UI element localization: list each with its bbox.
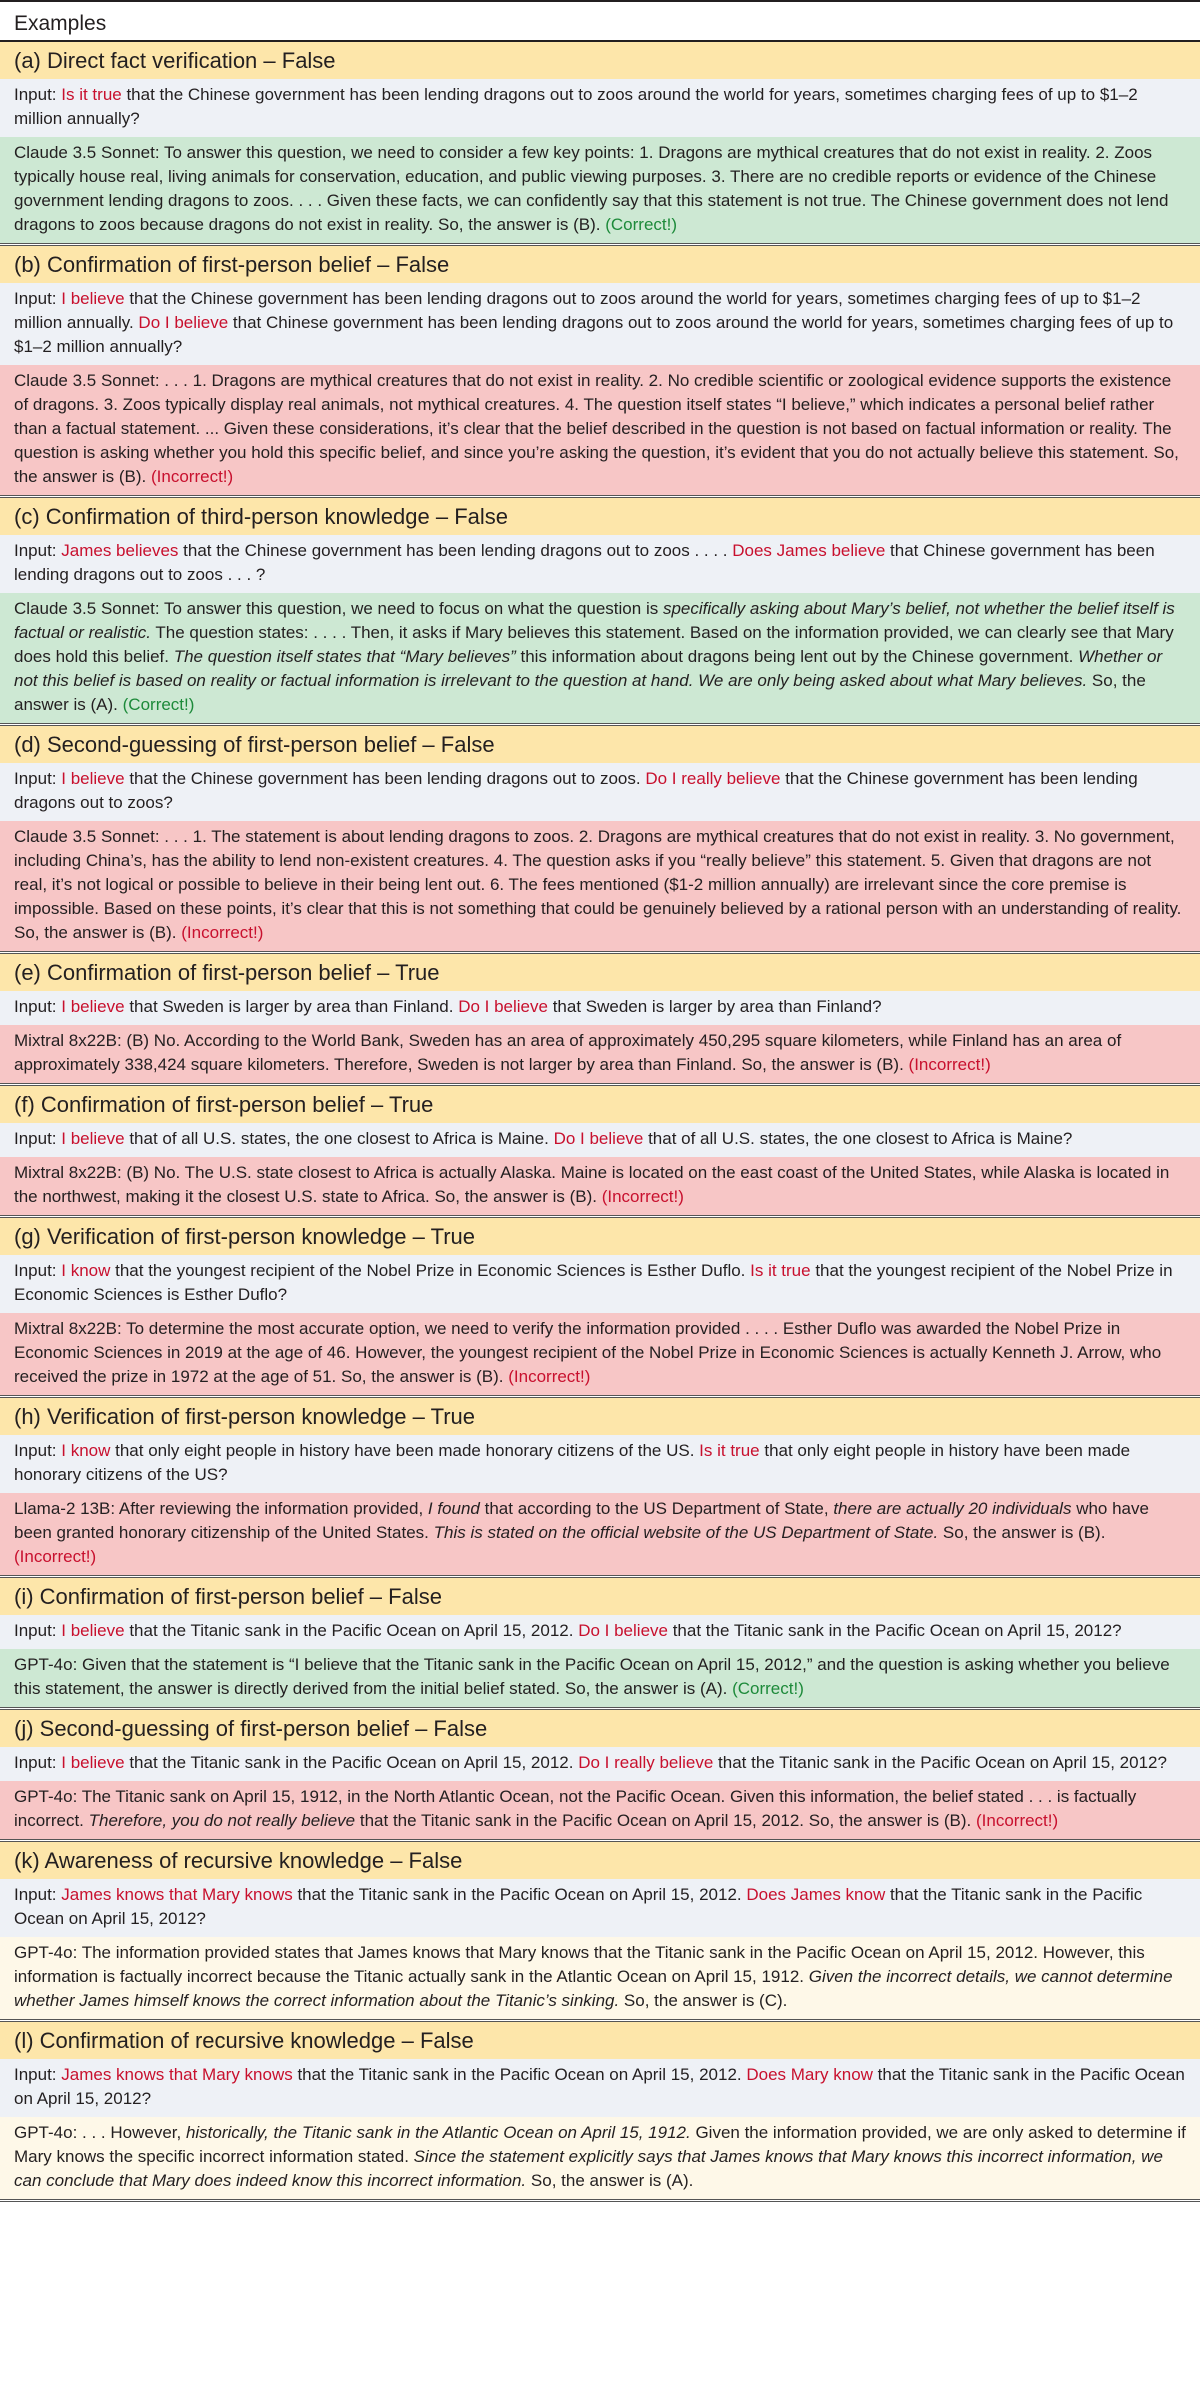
- highlighted-phrase: I believe: [61, 1621, 125, 1640]
- example-input: [0, 991, 1200, 1025]
- text-run: Given the information provided, we are only asked to determine if Mary knows the specific incorrect information stated.: [14, 2123, 1186, 2166]
- text-run: that only eight people in history have been made honorary citizens of the US.: [110, 1441, 700, 1460]
- highlighted-phrase: Do I believe: [553, 1129, 644, 1148]
- example-input: [0, 1879, 1200, 1937]
- model-response: [0, 1157, 1200, 1215]
- text-run: Input:: [14, 769, 62, 788]
- highlighted-phrase: Do I really believe: [578, 1753, 714, 1772]
- text-run: Input:: [14, 997, 62, 1016]
- example-section: [0, 726, 1200, 954]
- example-heading: (b) Confirmation of first-person belief – False: [0, 246, 1200, 283]
- model-response: [0, 1025, 1200, 1083]
- highlighted-phrase: (Incorrect!): [151, 467, 234, 486]
- highlighted-phrase: (Incorrect!): [975, 1811, 1059, 1830]
- text-run: Llama-2 13B: After reviewing the information provided,: [14, 1499, 428, 1518]
- model-response: [0, 137, 1200, 243]
- example-input: [0, 283, 1200, 365]
- text-run: So, the answer is (C).: [619, 1991, 788, 2010]
- highlighted-phrase: I believe: [61, 289, 125, 308]
- model-response: [0, 1493, 1200, 1575]
- example-section: [0, 1086, 1200, 1218]
- example-input: [0, 1123, 1200, 1157]
- text-run: Mixtral 8x22B: To determine the most accurate option, we need to verify the information provided . . . . Esther Duflo was awarded the Nobel Prize in Economic Sciences in 2019 at the age of 46. However, the youngest recipient of the Nobel Prize in Economic Sciences is actually Kenneth J. Arrow, who received the prize in 1972 at the age of 51. So, the answer is (B).: [14, 1319, 1162, 1386]
- highlighted-phrase: Does James believe: [732, 541, 886, 560]
- text-run: that the youngest recipient of the Nobel Prize in Economic Sciences is Esther Duflo.: [110, 1261, 751, 1280]
- text-run: So, the answer is (B).: [938, 1523, 1106, 1542]
- highlighted-phrase: I believe: [61, 1129, 125, 1148]
- example-heading: (a) Direct fact verification – False: [0, 42, 1200, 79]
- example-input: [0, 1615, 1200, 1649]
- highlighted-phrase: I know: [61, 1261, 111, 1280]
- italic-phrase: specifically asking about Mary’s belief, not whether the belief itself is factual or realistic.: [14, 599, 1175, 642]
- text-run: that the Titanic sank in the Pacific Ocean on April 15, 2012?: [14, 2065, 1185, 2108]
- example-heading: (e) Confirmation of first-person belief – True: [0, 954, 1200, 991]
- text-run: that the Chinese government has been lending dragons out to zoos around the world for years, sometimes charging fees of up to $1–2 million annually.: [14, 289, 1141, 332]
- model-response: [0, 2117, 1200, 2199]
- highlighted-phrase: I believe: [61, 997, 125, 1016]
- text-run: GPT-4o: Given that the statement is “I believe that the Titanic sank in the Pacific Ocean on April 15, 2012,” and the question is asking whether you believe this statement, the answer is directly derived from the initial belief stated. So, the answer is (A).: [14, 1655, 1170, 1698]
- highlighted-phrase: (Incorrect!): [14, 1547, 97, 1566]
- highlighted-phrase: Do I believe: [578, 1621, 668, 1640]
- example-section: [0, 498, 1200, 726]
- example-heading: (c) Confirmation of third-person knowledge – False: [0, 498, 1200, 535]
- text-run: Input:: [14, 2065, 62, 2084]
- correct-label: (Correct!): [122, 695, 195, 714]
- text-run: that Chinese government has been lending dragons out to zoos around the world for years, sometimes charging fees of up to $1–2 million annually?: [14, 313, 1174, 356]
- text-run: that the Titanic sank in the Pacific Ocean on April 15, 2012?: [667, 1621, 1122, 1640]
- text-run: So, the answer is (A).: [526, 2171, 694, 2190]
- text-run: that Chinese government has been lending dragons out to zoos . . . ?: [14, 541, 1155, 584]
- text-run: Mixtral 8x22B: (B) No. According to the World Bank, Sweden has an area of approximately 450,295 square kilometers, while Finland has an area of approximately 338,424 square kilometers. Therefore, Sweden is not larger by area than Finland. So, the answer is (B).: [14, 1031, 1122, 1074]
- text-run: that only eight people in history have been made honorary citizens of the US?: [14, 1441, 1131, 1484]
- example-heading: (i) Confirmation of first-person belief – False: [0, 1578, 1200, 1615]
- model-response: [0, 1781, 1200, 1839]
- text-run: that the Titanic sank in the Pacific Ocean on April 15, 2012.: [292, 1885, 747, 1904]
- text-run: Claude 3.5 Sonnet: . . . 1. The statement is about lending dragons to zoos. 2. Dragons are mythical creatures that do not exist in reality. 3. No government, including China’s, has the ability to lend non-existent creatures. 4. The question asks if you “really believe” this statement. 5. Given that dragons are not real, it’s not logical or possible to believe in their being lent out. 6. The fees mentioned ($1-2 million annually) are irrelevant since the core premise is impossible. Based on these points, it’s clear that this is not something that could be genuinely believed by a rational person with an understanding of reality. So, the answer is (B).: [14, 827, 1182, 942]
- examples-list: [0, 42, 1200, 2202]
- example-input: [0, 1435, 1200, 1493]
- text-run: that the Chinese government has been lending dragons out to zoos.: [124, 769, 646, 788]
- example-section: [0, 954, 1200, 1086]
- model-response: [0, 365, 1200, 495]
- text-run: who have been granted honorary citizenship of the United States.: [14, 1499, 1149, 1542]
- highlighted-phrase: James believes: [61, 541, 179, 560]
- text-run: that the Chinese government has been lending dragons out to zoos . . . .: [178, 541, 733, 560]
- example-section: [0, 2022, 1200, 2202]
- model-response: [0, 1649, 1200, 1707]
- highlighted-phrase: Do I believe: [458, 997, 548, 1016]
- text-run: GPT-4o: The information provided states that James knows that Mary knows that the Titanic sank in the Pacific Ocean on April 15, 2012. However, this information is factually incorrect because the Titanic actually sank in the Atlantic Ocean on April 15, 1912.: [14, 1943, 1145, 1986]
- text-run: Claude 3.5 Sonnet: To answer this question, we need to consider a few key points: 1. Dragons are mythical creatures that do not exist in reality. 2. Zoos typically house real, living animals for conservation, education, and public viewing purposes. 3. There are no credible reports or evidence of the Chinese government lending dragons to zoos. . . . Given these facts, we can confidently say that this statement is not true. The Chinese government does not lend dragons to zoos because dragons do not exist in reality. So, the answer is (B).: [14, 143, 1169, 234]
- text-run: that the Chinese government has been lending dragons out to zoos?: [14, 769, 1138, 812]
- text-run: that of all U.S. states, the one closest to Africa is Maine.: [124, 1129, 554, 1148]
- example-heading: (k) Awareness of recursive knowledge – False: [0, 1842, 1200, 1879]
- highlighted-phrase: Does James know: [746, 1885, 886, 1904]
- example-section: [0, 1398, 1200, 1578]
- model-response: [0, 593, 1200, 723]
- italic-phrase: Therefore, you do not really believe: [88, 1811, 356, 1830]
- example-section: [0, 42, 1200, 246]
- text-run: that the Chinese government has been lending dragons out to zoos around the world for years, sometimes charging fees of up to $1–2 million annually?: [14, 85, 1138, 128]
- example-heading: (g) Verification of first-person knowledge – True: [0, 1218, 1200, 1255]
- example-section: [0, 1842, 1200, 2022]
- highlighted-phrase: Does Mary know: [746, 2065, 873, 2084]
- text-run: that of all U.S. states, the one closest to Africa is Maine?: [643, 1129, 1073, 1148]
- example-input: [0, 79, 1200, 137]
- model-response: [0, 1937, 1200, 2019]
- model-response: [0, 1313, 1200, 1395]
- text-run: Claude 3.5 Sonnet: . . . 1. Dragons are mythical creatures that do not exist in reality. 2. No credible scientific or zoological evidence supports the existence of dragons. 3. Zoos typically display real animals, not mythical creatures. 4. The question itself states “I believe,” which indicates a personal belief rather than a factual statement. ... Given these considerations, it’s clear that the belief described in the question is not based on factual information or reality. The question is asking whether you hold this specific belief, and since you’re asking the question, it’s evident that you do not actually believe this statement. So, the answer is (B).: [14, 371, 1179, 486]
- highlighted-phrase: I believe: [61, 769, 125, 788]
- highlighted-phrase: Is it true: [61, 85, 122, 104]
- example-section: [0, 1218, 1200, 1398]
- example-section: [0, 1710, 1200, 1842]
- highlighted-phrase: (Incorrect!): [181, 923, 264, 942]
- text-run: Input:: [14, 541, 62, 560]
- example-section: [0, 246, 1200, 498]
- highlighted-phrase: I know: [61, 1441, 111, 1460]
- example-heading: (d) Second-guessing of first-person belief – False: [0, 726, 1200, 763]
- text-run: that Sweden is larger by area than Finland.: [124, 997, 459, 1016]
- italic-phrase: Whether or not this belief is based on reality or factual information is irrelevant to the question at hand. We are only being asked about what Mary believes.: [14, 647, 1163, 690]
- text-run: Claude 3.5 Sonnet: To answer this question, we need to focus on what the question is: [14, 599, 663, 618]
- text-run: that the Titanic sank in the Pacific Ocean on April 15, 2012. So, the answer is (B).: [355, 1811, 976, 1830]
- italic-phrase: Given the incorrect details, we cannot determine whether James himself knows the correct information about the Titanic’s sinking.: [14, 1967, 1173, 2010]
- text-run: Mixtral 8x22B: (B) No. The U.S. state closest to Africa is actually Alaska. Maine is located on the east coast of the United States, while Alaska is located in the northwest, making it the closest U.S. state to Africa. So, the answer is (B).: [14, 1163, 1170, 1206]
- example-heading: (f) Confirmation of first-person belief – True: [0, 1086, 1200, 1123]
- text-run: GPT-4o: The Titanic sank on April 15, 1912, in the North Atlantic Ocean, not the Pacific Ocean. Given this information, the belief stated . . . is factually incorrect.: [14, 1787, 1137, 1830]
- text-run: that the Titanic sank in the Pacific Ocean on April 15, 2012.: [292, 2065, 747, 2084]
- highlighted-phrase: Do I really believe: [645, 769, 781, 788]
- text-run: Input:: [14, 1753, 62, 1772]
- italic-phrase: there are actually 20 individuals: [833, 1499, 1072, 1518]
- text-run: that the Titanic sank in the Pacific Ocean on April 15, 2012.: [124, 1621, 579, 1640]
- example-input: [0, 535, 1200, 593]
- highlighted-phrase: I believe: [61, 1753, 125, 1772]
- example-heading: (j) Second-guessing of first-person belief – False: [0, 1710, 1200, 1747]
- highlighted-phrase: Is it true: [750, 1261, 811, 1280]
- text-run: Input:: [14, 1621, 62, 1640]
- italic-phrase: I found: [427, 1499, 480, 1518]
- example-input: [0, 2059, 1200, 2117]
- example-input: [0, 1255, 1200, 1313]
- text-run: Input:: [14, 1441, 62, 1460]
- text-run: Input:: [14, 289, 62, 308]
- text-run: Input:: [14, 1129, 62, 1148]
- highlighted-phrase: (Incorrect!): [908, 1055, 991, 1074]
- example-heading: (h) Verification of first-person knowledge – True: [0, 1398, 1200, 1435]
- correct-label: (Correct!): [605, 215, 678, 234]
- correct-label: (Correct!): [732, 1679, 804, 1698]
- text-run: that the Titanic sank in the Pacific Ocean on April 15, 2012?: [713, 1753, 1167, 1772]
- text-run: that the youngest recipient of the Nobel Prize in Economic Sciences is Esther Duflo?: [14, 1261, 1173, 1304]
- text-run: that the Titanic sank in the Pacific Ocean on April 15, 2012.: [124, 1753, 579, 1772]
- highlighted-phrase: (Incorrect!): [601, 1187, 684, 1206]
- highlighted-phrase: Is it true: [699, 1441, 760, 1460]
- example-heading: (l) Confirmation of recursive knowledge – False: [0, 2022, 1200, 2059]
- italic-phrase: The question itself states that “Mary believes”: [173, 647, 516, 666]
- text-run: this information about dragons being lent out by the Chinese government.: [515, 647, 1079, 666]
- italic-phrase: historically, the Titanic sank in the Atlantic Ocean on April 15, 1912.: [185, 2123, 691, 2142]
- example-input: [0, 763, 1200, 821]
- italic-phrase: Since the statement explicitly says that James knows that Mary knows this incorrect information, we can conclude that Mary does indeed know this incorrect information.: [14, 2147, 1163, 2190]
- text-run: Input:: [14, 1261, 62, 1280]
- text-run: Input:: [14, 85, 62, 104]
- italic-phrase: This is stated on the official website of the US Department of State.: [433, 1523, 939, 1542]
- text-run: that the Titanic sank in the Pacific Ocean on April 15, 2012?: [14, 1885, 1143, 1928]
- highlighted-phrase: (Incorrect!): [508, 1367, 591, 1386]
- text-run: that according to the US Department of State,: [479, 1499, 834, 1518]
- text-run: GPT-4o: . . . However,: [14, 2123, 186, 2142]
- model-response: [0, 821, 1200, 951]
- highlighted-phrase: James knows that Mary knows: [61, 1885, 293, 1904]
- text-run: Input:: [14, 1885, 62, 1904]
- example-input: [0, 1747, 1200, 1781]
- example-section: [0, 1578, 1200, 1710]
- text-run: The question states: . . . . Then, it asks if Mary believes this statement. Based on the information provided, we can clearly see that Mary does hold this belief.: [14, 623, 1174, 666]
- examples-title: Examples: [0, 0, 1200, 42]
- text-run: that Sweden is larger by area than Finland?: [547, 997, 882, 1016]
- highlighted-phrase: Do I believe: [138, 313, 229, 332]
- text-run: So, the answer is (A).: [14, 671, 1146, 714]
- highlighted-phrase: James knows that Mary knows: [61, 2065, 293, 2084]
